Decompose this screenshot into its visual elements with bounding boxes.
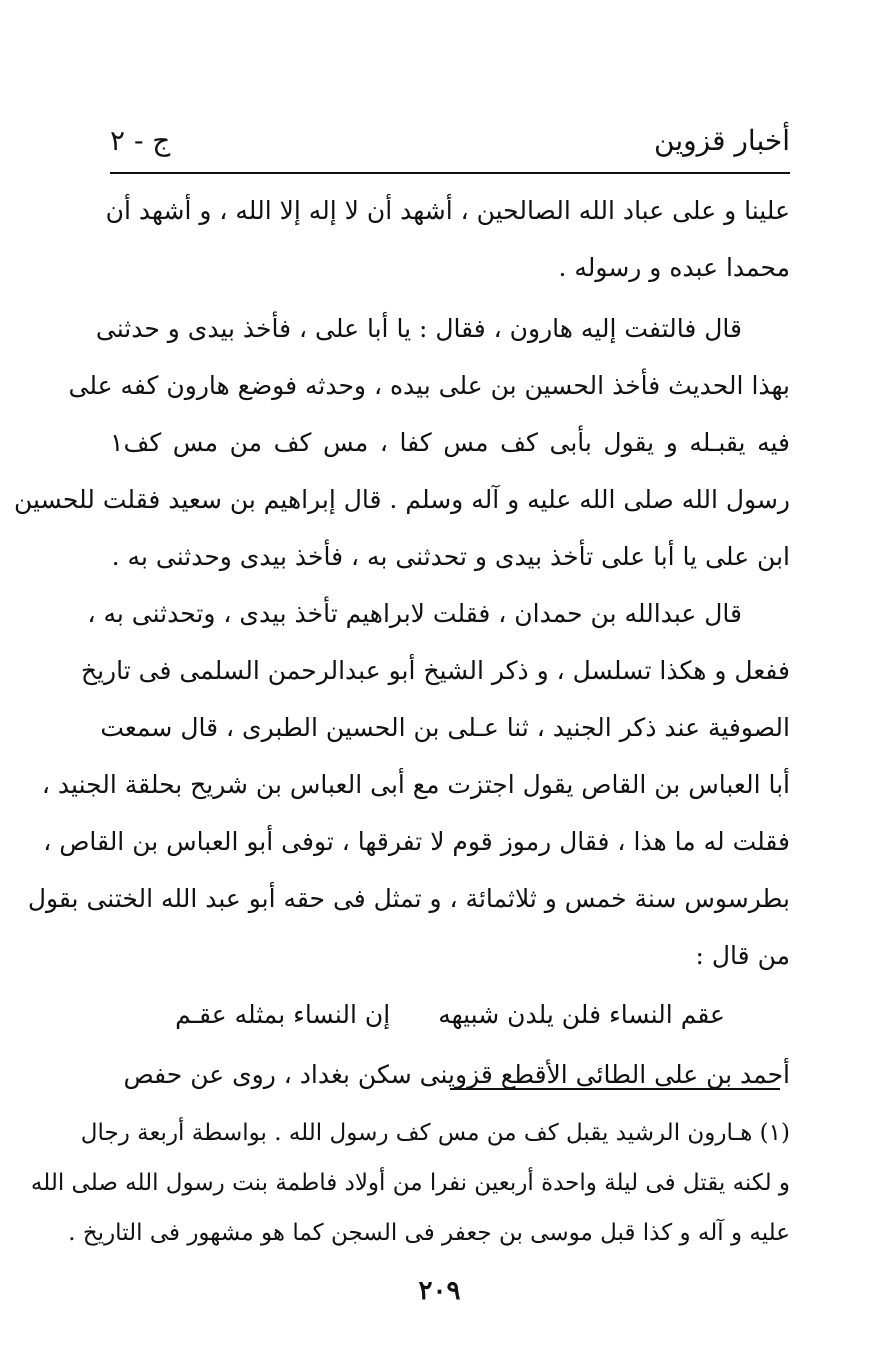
poetry-verse [110, 984, 790, 1046]
text-line: الصوفية عند ذكر الجنيد ، ثنا عـلى بن الحسين الطبرى ، قال سمعت [100, 713, 790, 742]
text-line: أبا العباس بن القاص يقول اجتزت مع أبى العباس بن شريح بحلقة الجنيد ، [41, 770, 790, 799]
text-line: بهذا الحديث فأخذ الحسين بن على بيده ، وحدثه فوضع هارون كفه على [68, 371, 790, 400]
text-line: رسول الله صلى الله عليه و آله وسلم . قال إبراهيم بن سعيد فقلت للحسين [14, 485, 790, 514]
text-line: محمدا عبده و رسوله . [558, 253, 790, 282]
text-line: ففعل و هكذا تسلسل ، و ذكر الشيخ أبو عبدالرحمن السلمى فى تاريخ [80, 656, 790, 685]
text-line: بطرسوس سنة خمس و ثلاثمائة ، و تمثل فى حقه أبو عبد الله الختنى بقول [27, 884, 790, 913]
verse-hemistich-left: إن النساء بمثله عقـم [175, 1000, 391, 1029]
volume-label: ج - ٢ [110, 124, 171, 157]
footnotes [30, 1108, 790, 1258]
text-line: قال عبدالله بن حمدان ، فقلت لابراهيم تأخذ بيدى ، وتحدثنى به ، [87, 599, 742, 628]
book-title: أخبار قزوين [654, 124, 790, 157]
text-line: أحمد بن على الطائى الأقطع قزوينى سكن بغداد ، روى عن حفص [123, 1060, 790, 1089]
page-number: ٢٠٩ [418, 1276, 461, 1306]
footnote-line: عليه و آله و كذا قبل موسى بن جعفر فى السجن كما هو مشهور فى التاريخ . [68, 1220, 790, 1246]
footnote-line: و لكنه يقتل فى ليلة واحدة أربعين نفرا من أولاد فاطمة بنت رسول الله صلى الله [30, 1170, 790, 1196]
text-line: فيه يقبـله و يقول بأبى كف مس كفا ، مس كف من مس كف١ [110, 428, 790, 457]
running-header [110, 120, 790, 172]
text-line: من قال : [695, 941, 790, 970]
footnote-rule [450, 1088, 780, 1090]
text-line: قال فالتفت إليه هارون ، فقال : يا أبا على ، فأخذ بيدى و حدثنى [95, 314, 742, 343]
text-line: فقلت له ما هذا ، فقال رموز قوم لا تفرقها ، توفى أبو العباس بن القاص ، [43, 827, 790, 856]
text-line: علينا و على عباد الله الصالحين ، أشهد أن لا إله إلا الله ، و أشهد أن [105, 196, 790, 225]
text-line: ابن على يا أبا على تأخذ بيدى و تحدثنى به ، فأخذ بيدى وحدثنى به . [111, 542, 790, 571]
footnote-line: (١) هـارون الرشيد يقبل كف من مس كف رسول الله . بواسطة أربعة رجال [80, 1120, 790, 1146]
verse-hemistich-right: عقم النساء فلن يلدن شبيهه [438, 1000, 725, 1029]
header-rule [110, 172, 790, 174]
main-text [14, 182, 790, 1103]
